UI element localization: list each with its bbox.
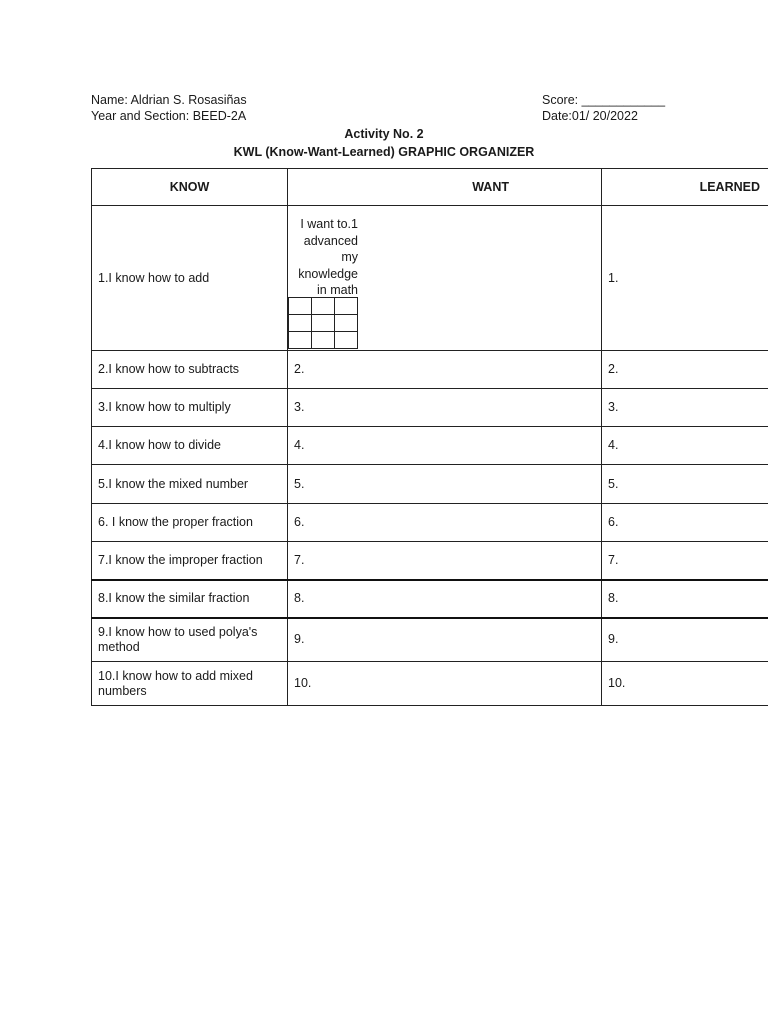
learned-cell: 8.: [602, 580, 768, 618]
organizer-subtitle: KWL (Know-Want-Learned) GRAPHIC ORGANIZER: [233, 145, 535, 159]
want-header: WANT: [288, 169, 602, 206]
learned-cell: 2.: [602, 351, 768, 389]
want-cell: 4.: [288, 427, 602, 465]
table-row: [92, 618, 768, 662]
want-cell: 6.: [288, 504, 602, 542]
table-row: [92, 351, 768, 389]
student-info: [91, 92, 247, 124]
learned-cell: 4.: [602, 427, 768, 465]
grid-cell: [335, 332, 358, 349]
know-cell: 5.I know the mixed number: [92, 465, 288, 504]
want-cell: 3.: [288, 389, 602, 427]
learned-cell: 1.: [602, 206, 768, 351]
year-section: Year and Section: BEED-2A: [91, 109, 247, 123]
table-row: [92, 542, 768, 580]
learned-cell: 6.: [602, 504, 768, 542]
want-cell: 8.: [288, 580, 602, 618]
want-cell: 10.: [288, 662, 602, 706]
date-field: Date:01/ 20/2022: [542, 109, 638, 123]
kwl-table: [91, 168, 768, 706]
table-row: [92, 206, 768, 351]
know-cell: 6. I know the proper fraction: [92, 504, 288, 542]
grid-cell: [289, 315, 312, 332]
score-field: Score: ____________: [542, 93, 666, 107]
know-cell: 9.I know how to used polya's method: [92, 618, 288, 662]
student-name: Name: Aldrian S. Rosasiñas: [91, 93, 247, 107]
small-grid: [288, 297, 358, 349]
want-cell: 5.: [288, 465, 602, 504]
grid-cell: [312, 298, 335, 315]
learned-cell: 3.: [602, 389, 768, 427]
grid-cell: [289, 298, 312, 315]
know-cell: 1.I know how to add: [92, 206, 288, 351]
activity-title: Activity No. 2: [344, 127, 424, 141]
grid-cell: [335, 315, 358, 332]
know-cell: 10.I know how to add mixed numbers: [92, 662, 288, 706]
table-row: [92, 465, 768, 504]
score-date-info: [542, 92, 665, 124]
want-cell: 7.: [288, 542, 602, 580]
table-row: [92, 662, 768, 706]
learned-cell: 5.: [602, 465, 768, 504]
learned-cell: 9.: [602, 618, 768, 662]
know-cell: 3.I know how to multiply: [92, 389, 288, 427]
table-header-row: [92, 169, 768, 206]
table-row: [92, 389, 768, 427]
learned-cell: 10.: [602, 662, 768, 706]
grid-cell: [312, 315, 335, 332]
table-row: [92, 427, 768, 465]
want-cell: [288, 206, 602, 351]
know-cell: 4.I know how to divide: [92, 427, 288, 465]
title-block: [0, 125, 768, 161]
table-row: [92, 580, 768, 618]
know-header: KNOW: [92, 169, 288, 206]
know-cell: 2.I know how to subtracts: [92, 351, 288, 389]
table-row: [92, 504, 768, 542]
want-cell: 2.: [288, 351, 602, 389]
grid-cell: [335, 298, 358, 315]
grid-cell: [289, 332, 312, 349]
learned-cell: 7.: [602, 542, 768, 580]
know-cell: 7.I know the improper fraction: [92, 542, 288, 580]
know-cell: 8.I know the similar fraction: [92, 580, 288, 618]
learned-header: LEARNED: [602, 169, 768, 206]
want-note: I want to.1 advanced my knowledge in math: [298, 217, 358, 297]
want-cell: 9.: [288, 618, 602, 662]
grid-cell: [312, 332, 335, 349]
